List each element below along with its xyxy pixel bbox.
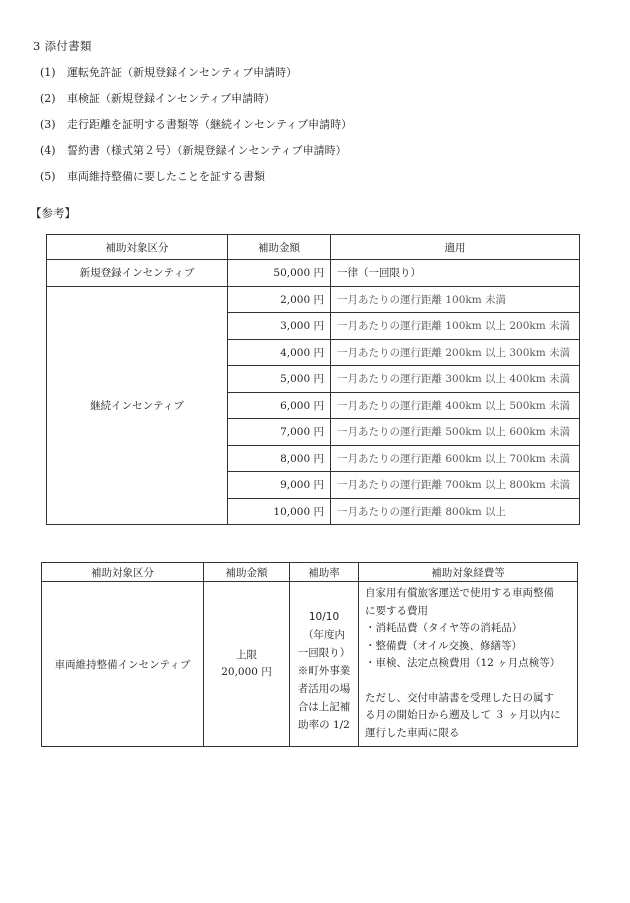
attachment-list xyxy=(40,64,352,194)
amount-label: 上限 xyxy=(236,649,257,661)
amount-cell: 2,000 円 xyxy=(228,286,331,313)
rate-line: 一回限り） xyxy=(297,647,351,659)
expense-line: ・消耗品費（タイヤ等の消耗品） xyxy=(365,622,523,634)
amount-cell: 5,000 円 xyxy=(228,366,331,393)
amount-cell xyxy=(204,582,290,747)
amount-cell: 7,000 円 xyxy=(228,419,331,446)
rate-line: 助率の 1/2 xyxy=(298,719,350,731)
note-cell: 一月あたりの運行距離 600km 以上 700km 未満 xyxy=(331,445,580,472)
expense-note-line: る月の開始日から遡及して ３ ヶ月以内に xyxy=(365,709,561,721)
rate-value: 10/10 xyxy=(308,611,340,623)
expense-line: 自家用有償旅客運送で使用する車両整備 xyxy=(365,587,554,599)
expense-line: ・整備費（オイル交換、修繕等） xyxy=(365,639,522,652)
expense-line: に要する費用 xyxy=(365,604,428,617)
note-cell: 一月あたりの運行距離 300km 以上 400km 未満 xyxy=(331,366,580,393)
rate-line: ※町外事業 xyxy=(297,665,351,677)
item-text: 運転免許証（新規登録インセンティブ申請時） xyxy=(67,66,298,79)
rate-line: 者活用の場 xyxy=(297,683,351,695)
table-header-row xyxy=(42,563,578,582)
note-cell: 一月あたりの運行距離 200km 以上 300km 未満 xyxy=(331,339,580,366)
reference-heading: 【参考】 xyxy=(30,206,76,220)
list-item xyxy=(40,64,352,90)
item-text: 車両維持整備に要したことを証する書類 xyxy=(67,170,265,183)
table-header-row xyxy=(47,235,580,260)
item-number: (3) xyxy=(40,118,56,131)
column-header: 補助対象区分 xyxy=(42,563,204,582)
expense-cell xyxy=(359,582,578,747)
rate-cell xyxy=(290,582,359,747)
column-header: 補助対象区分 xyxy=(47,235,228,260)
list-item xyxy=(40,168,352,194)
category-cell: 車両維持整備インセンティブ xyxy=(42,582,204,747)
category-cell: 継続インセンティブ xyxy=(47,286,228,525)
item-number: (4) xyxy=(40,144,56,157)
table-row xyxy=(42,582,578,747)
amount-cell: 3,000 円 xyxy=(228,313,331,340)
spacer xyxy=(365,673,573,690)
list-item xyxy=(40,116,352,142)
amount-cell: 10,000 円 xyxy=(228,498,331,525)
column-header: 補助率 xyxy=(290,563,359,582)
expense-line: ・車検、法定点検費用（12 ヶ月点検等） xyxy=(365,657,561,669)
amount-cell: 4,000 円 xyxy=(228,339,331,366)
amount-cell: 9,000 円 xyxy=(228,472,331,499)
item-text: 車検証（新規登録インセンティブ申請時） xyxy=(67,92,276,105)
table-row xyxy=(47,286,580,313)
item-text: 走行距離を証明する書類等（継続インセンティブ申請時） xyxy=(67,118,353,131)
column-header: 補助対象経費等 xyxy=(359,563,578,582)
column-header: 補助金額 xyxy=(204,563,290,582)
amount-cell: 50,000 円 xyxy=(228,260,331,287)
expense-note-line: ただし、交付申請書を受理した日の属す xyxy=(365,691,554,704)
note-cell: 一月あたりの運行距離 800km 以上 xyxy=(331,498,580,525)
item-number: (5) xyxy=(40,170,56,183)
category-cell: 新規登録インセンティブ xyxy=(47,260,228,287)
expense-note-line: 運行した車両に限る xyxy=(365,726,460,739)
list-item xyxy=(40,90,352,116)
note-cell: 一月あたりの運行距離 100km 以上 200km 未満 xyxy=(331,313,580,340)
column-header: 補助金額 xyxy=(228,235,331,260)
amount-value: 20,000 円 xyxy=(221,666,272,678)
maintenance-table xyxy=(41,562,578,747)
note-cell: 一月あたりの運行距離 700km 以上 800km 未満 xyxy=(331,472,580,499)
note-cell: 一律（一回限り） xyxy=(331,260,580,287)
rate-line: 合は上記補 xyxy=(297,701,351,713)
amount-cell: 8,000 円 xyxy=(228,445,331,472)
item-number: (1) xyxy=(40,66,56,79)
item-number: (2) xyxy=(40,92,56,105)
column-header: 適用 xyxy=(331,235,580,260)
item-text: 誓約書（様式第２号）（新規登録インセンティブ申請時） xyxy=(67,144,347,157)
note-cell: 一月あたりの運行距離 100km 未満 xyxy=(331,286,580,313)
note-cell: 一月あたりの運行距離 400km 以上 500km 未満 xyxy=(331,392,580,419)
table-row xyxy=(47,260,580,287)
rate-line: （年度内 xyxy=(303,629,345,641)
note-cell: 一月あたりの運行距離 500km 以上 600km 未満 xyxy=(331,419,580,446)
section-heading: 3 添付書類 xyxy=(33,39,92,53)
incentive-table xyxy=(46,234,580,525)
amount-cell: 6,000 円 xyxy=(228,392,331,419)
list-item xyxy=(40,142,352,168)
